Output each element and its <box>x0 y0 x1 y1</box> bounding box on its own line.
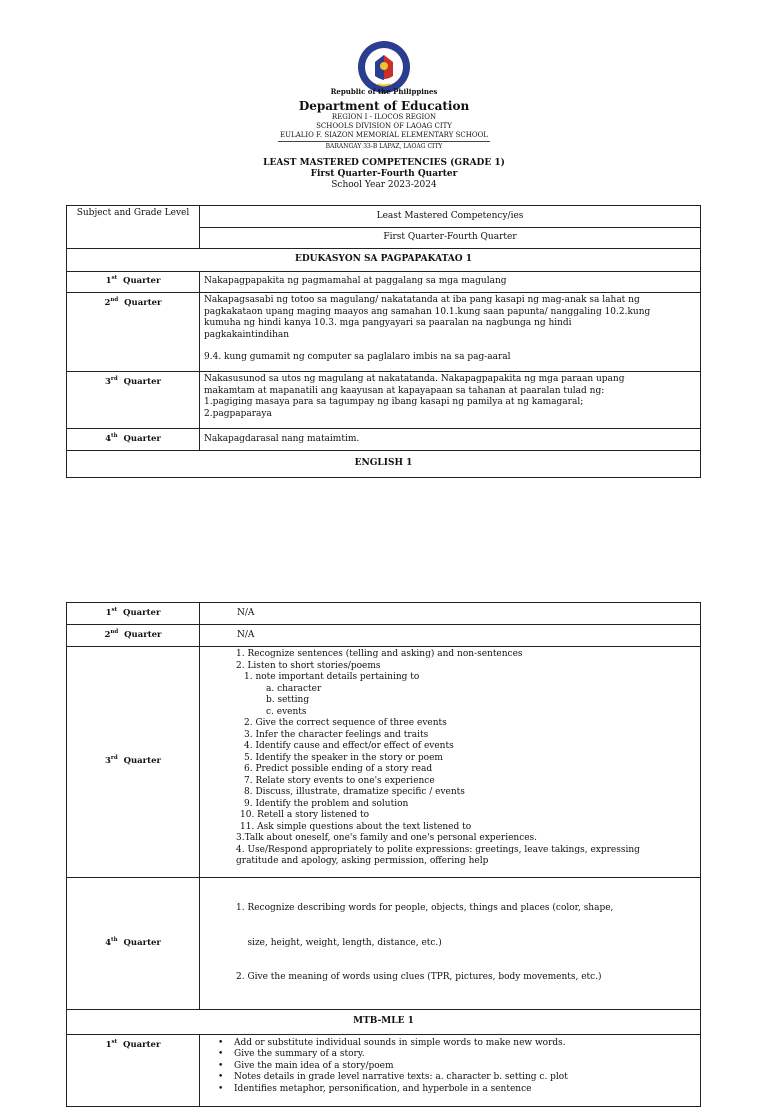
quarter-label: 4th Quarter <box>67 429 200 451</box>
table-row <box>67 206 701 228</box>
school-line: EULALIO F. SIAZON MEMORIAL ELEMENTARY SCHOOL <box>280 131 488 139</box>
table-row <box>67 1034 701 1106</box>
header-divider <box>278 141 490 142</box>
list-item: • Give the main idea of a story/poem <box>218 1060 394 1071</box>
document-subtitle: First Quarter-Fourth Quarter <box>310 169 458 179</box>
section-english: ENGLISH 1 <box>67 451 701 478</box>
table-row <box>67 429 701 451</box>
competency-cell: Nakapagsasabi ng totoo sa magulang/ nakatatanda at iba pang kasapi ng mag-anak sa lahat ng pagkakataon upang maging maayos ang samahan 10.1.kung saan papunta/ nanggaling 10.2.kung kumuha ng hindi kanya 10.3. mga pangyayari sa paaralan na nagbunga ng hindi pagkakaintindihan 9.4. kung gumamit ng computer sa paglalaro imbis na sa pag-aaral <box>200 293 701 372</box>
division-line: SCHOOLS DIVISION OF LAOAG CITY <box>316 122 452 130</box>
quarter-label: 1st Quarter <box>67 272 200 293</box>
table-row <box>67 603 701 625</box>
competency-cell: 1. Recognize sentences (telling and asking) and non-sentences 2. Listen to short stories/poems 1. note important details pertaining to a. character b. setting c. events 2. Give the correct sequence of three events 3. Infer the character feelings and traits 4. Identify cause and effect/or effect of events 5. Identify the speaker in the story or poem 6. Predict possible ending of a story read 7. Relate story events to one's experience 8. Discuss, illustrate, dramatize specific / events 9. Identify the problem and solution 10. Retell a story listened to 11. Ask simple questions about the text listened to 3.Talk about oneself, one's family and one's personal experiences. 4. Use/Respond appropriately to polite expressions: greetings, leave takings, expressing gratitude and apology, asking permission, offering help <box>200 647 701 878</box>
header-subject: Subject and Grade Level <box>67 206 200 249</box>
competency-cell <box>200 1034 701 1106</box>
table-row <box>67 1009 701 1034</box>
barangay-line: BARANGAY 33-B LAPAZ, LAOAG CITY <box>325 143 443 150</box>
list-item: • Add or substitute individual sounds in simple words to make new words. <box>218 1037 566 1048</box>
region-line: REGION I - ILOCOS REGION <box>331 113 437 121</box>
competency-cell: N/A <box>200 603 701 625</box>
competency-cell: Nakapagpapakita ng pagmamahal at paggalang sa mga magulang <box>200 272 701 293</box>
department-line: Department of Education <box>298 99 470 113</box>
table-row <box>67 878 701 1010</box>
table-row <box>67 451 701 478</box>
quarter-label: 2nd Quarter <box>67 625 200 647</box>
table-row <box>67 625 701 647</box>
quarter-label: 3rd Quarter <box>67 372 200 429</box>
quarter-label: 2nd Quarter <box>67 293 200 372</box>
table-row <box>67 647 701 878</box>
list-item: • Identifies metaphor, personification, and hyperbole in a sentence <box>218 1083 532 1094</box>
document-title: LEAST MASTERED COMPETENCIES (GRADE 1) <box>263 158 505 168</box>
quarter-label: 4th Quarter <box>67 878 200 1010</box>
competency-cell: N/A <box>200 625 701 647</box>
table-row <box>67 293 701 372</box>
header-quarter-range: First Quarter-Fourth Quarter <box>200 228 701 249</box>
quarter-label: 1st Quarter <box>67 1034 200 1106</box>
section-mtb-mle: MTB-MLE 1 <box>67 1009 701 1034</box>
table-row <box>67 249 701 272</box>
header-competency: Least Mastered Competency/ies <box>200 206 701 228</box>
deped-seal-icon <box>357 40 411 94</box>
competency-table-1 <box>66 205 701 478</box>
section-esp: EDUKASYON SA PAGPAPAKATAO 1 <box>67 249 701 272</box>
competency-table-2 <box>66 602 701 1107</box>
republic-line: Republic of the Philippines <box>330 87 438 96</box>
list-item: • Notes details in grade level narrative texts: a. character b. setting c. plot <box>218 1072 568 1082</box>
competency-cell: Nakasusunod sa utos ng magulang at nakatatanda. Nakapagpapakita ng mga paraan upang makamtam at mapanatili ang kaayusan at kapayapaan sa tahanan at paaralan tulad ng: 1.pagiging masaya para sa tagumpay ng ibang kasapi ng pamilya at ng kamagaral; 2.pagpaparaya <box>200 372 701 429</box>
quarter-label: 1st Quarter <box>67 603 200 625</box>
table-row <box>67 272 701 293</box>
competency-cell: 1. Recognize describing words for people, objects, things and places (color, shape, size, height, weight, length, distance, etc.) 2. Give the meaning of words using clues (TPR, pictures, body movements, etc.) <box>200 878 701 1010</box>
list-item: • Give the summary of a story. <box>218 1049 365 1059</box>
school-year: School Year 2023-2024 <box>331 180 437 190</box>
table-row <box>67 372 701 429</box>
quarter-label: 3rd Quarter <box>67 647 200 878</box>
competency-cell: Nakapagdarasal nang mataimtim. <box>200 429 701 451</box>
